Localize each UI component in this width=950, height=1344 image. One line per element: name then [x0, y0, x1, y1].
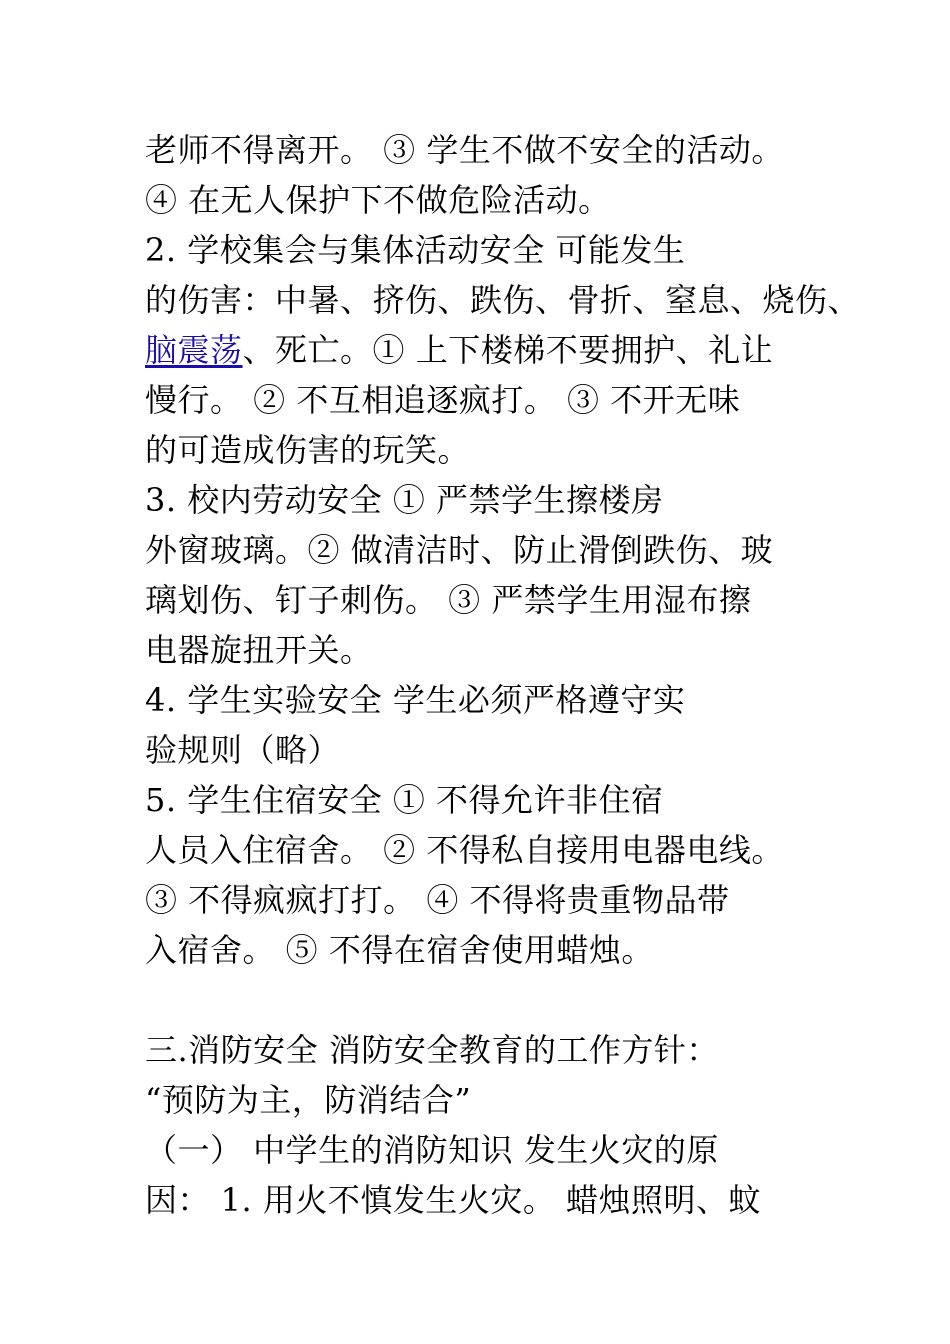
- text-line: 慢行。 ② 不互相追逐疯打。 ③ 不开无味: [145, 381, 741, 419]
- text-line: 因： 1. 用火不慎发生火灾。 蜡烛照明、蚊: [145, 1181, 762, 1219]
- text-line: 老师不得离开。 ③ 学生不做不安全的活动。: [145, 131, 784, 169]
- text-line: 2. 学校集会与集体活动安全 可能发生: [145, 231, 686, 269]
- text-line: 电器旋扭开关。: [145, 631, 373, 669]
- text-line: 入宿舍。 ⑤ 不得在宿舍使用蜡烛。: [145, 931, 654, 969]
- brain-concussion-link[interactable]: 脑震荡: [145, 331, 243, 369]
- text-line: 人员入住宿舍。 ② 不得私自接用电器电线。: [145, 831, 784, 869]
- text-line: “预防为主，防消结合”: [145, 1081, 472, 1119]
- text-line: ③ 不得疯疯打打。 ④ 不得将贵重物品带: [145, 881, 730, 919]
- text-line-with-link: [145, 330, 773, 370]
- text-line: 的可造成伤害的玩笑。: [145, 431, 471, 469]
- text-line: 4. 学生实验安全 学生必须严格遵守实: [145, 681, 686, 719]
- text-line: 的伤害：中暑、挤伤、跌伤、骨折、窒息、烧伤、: [145, 281, 861, 319]
- section-heading: 三.消防安全 消防安全教育的工作方针：: [145, 1031, 719, 1069]
- text-line: （一） 中学生的消防知识 发生火灾的原: [145, 1131, 719, 1169]
- text-line: 外窗玻璃。② 做清洁时、防止滑倒跌伤、玻: [145, 531, 774, 569]
- text-line: 5. 学生住宿安全 ① 不得允许非住宿: [145, 781, 664, 819]
- text-line: 验规则（略）: [145, 731, 341, 769]
- text-line: 璃划伤、钉子刺伤。 ③ 严禁学生用湿布擦: [145, 581, 752, 619]
- text-line: ④ 在无人保护下不做危险活动。: [145, 181, 611, 219]
- text-segment: 、死亡。① 上下楼梯不要拥护、礼让: [242, 331, 774, 369]
- text-line: 3. 校内劳动安全 ① 严禁学生擦楼房: [145, 481, 664, 519]
